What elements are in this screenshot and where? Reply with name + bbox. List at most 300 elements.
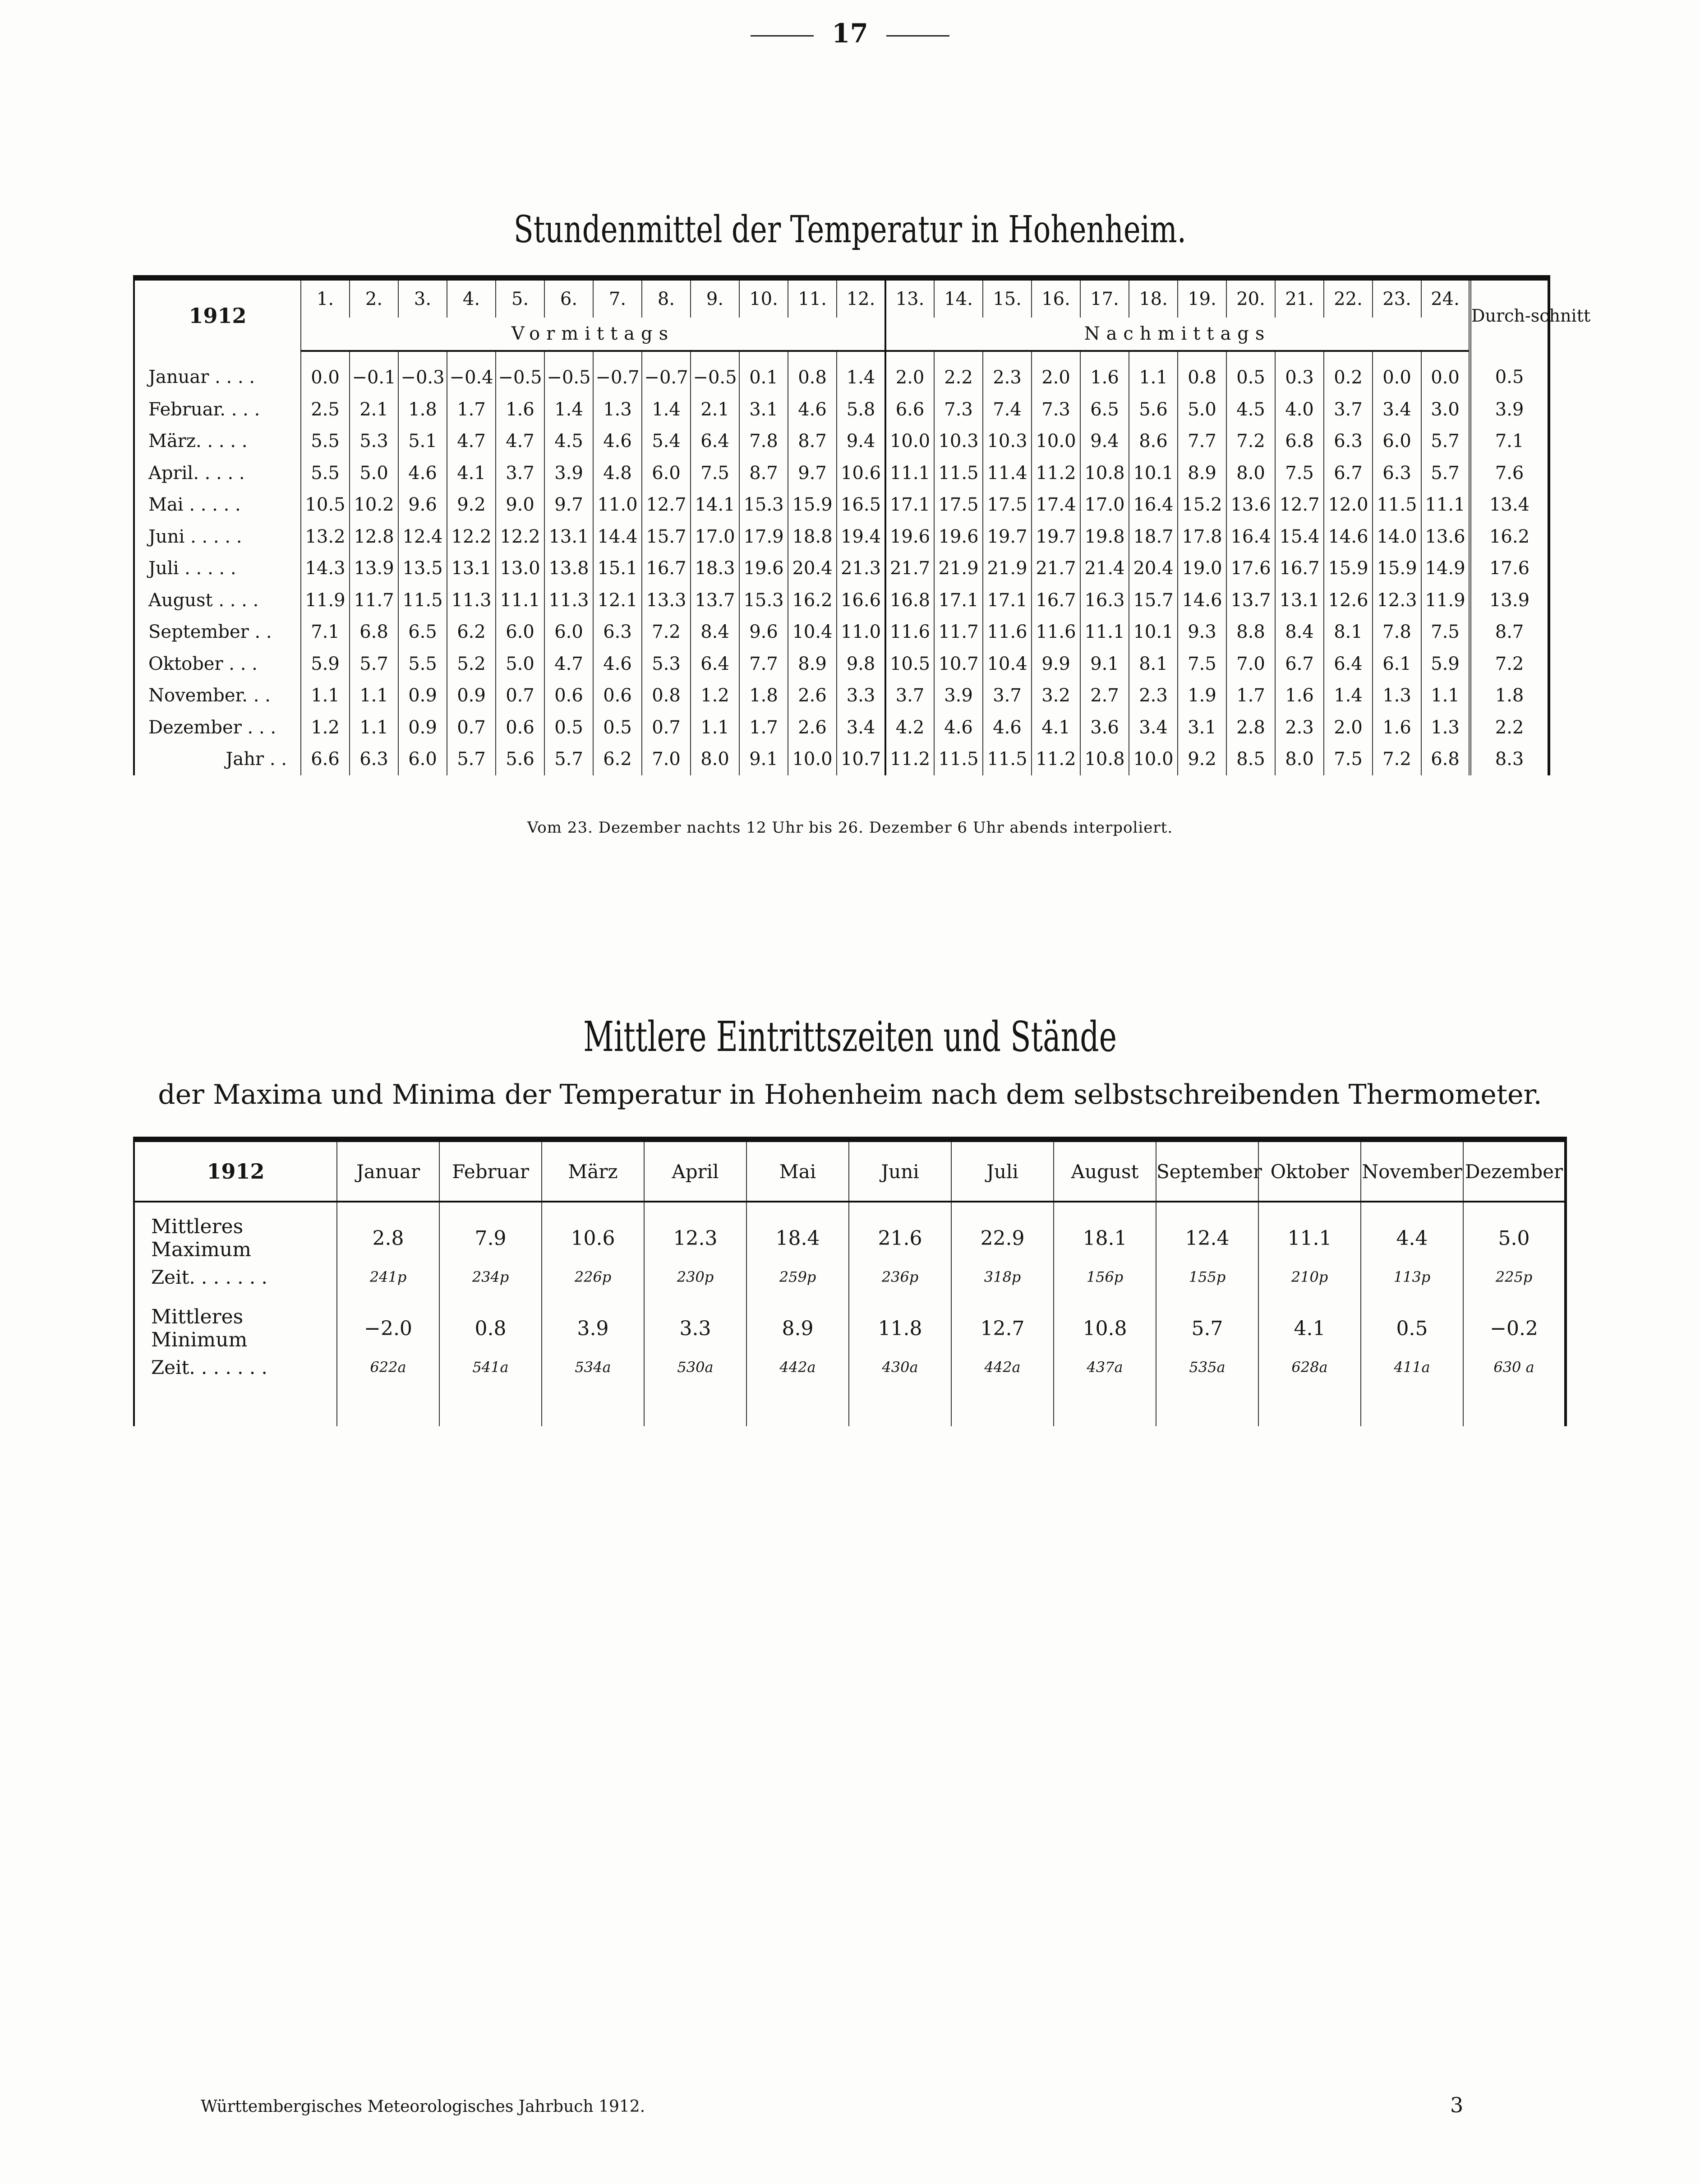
max-time: 230p: [644, 1261, 746, 1293]
hour-value: 6.4: [691, 425, 739, 457]
hour-value: 17.1: [885, 489, 934, 521]
max-value: 11.1: [1258, 1202, 1361, 1261]
average-value: 1.8: [1470, 680, 1549, 712]
hour-value: 2.0: [1324, 712, 1373, 744]
hour-value: 10.8: [1080, 457, 1129, 489]
hour-value: 6.0: [544, 616, 593, 648]
hour-value: 4.8: [593, 457, 642, 489]
hour-value: 19.8: [1080, 521, 1129, 553]
hour-value: 4.1: [1032, 712, 1080, 744]
hour-value: 16.7: [1032, 585, 1080, 617]
hour-value: 9.8: [837, 648, 885, 680]
hour-value: 4.7: [447, 425, 496, 457]
hour-value: 12.4: [398, 521, 447, 553]
hour-value: 2.0: [1032, 351, 1080, 394]
hour-header: 7.: [593, 278, 642, 318]
min-time: 622a: [337, 1351, 439, 1383]
table-row: [134, 1351, 1566, 1383]
month-label: Januar . . . .: [134, 351, 301, 394]
hour-header: 3.: [398, 278, 447, 318]
min-time: 530a: [644, 1351, 746, 1383]
hour-value: 4.6: [398, 457, 447, 489]
hour-value: 6.5: [1080, 394, 1129, 426]
hour-value: 19.6: [739, 553, 788, 585]
table-row: [134, 585, 1549, 617]
spacer-cell: [439, 1383, 542, 1426]
hour-value: 4.5: [1226, 394, 1275, 426]
table-row: [134, 351, 1549, 394]
month-header: November: [1361, 1139, 1463, 1202]
min-time: 534a: [542, 1351, 644, 1383]
hour-value: 5.0: [1178, 394, 1226, 426]
hour-value: 10.6: [837, 457, 885, 489]
month-label: Oktober . . .: [134, 648, 301, 680]
hour-value: 1.2: [301, 712, 350, 744]
table-row: [134, 712, 1549, 744]
hour-value: 6.1: [1373, 648, 1421, 680]
spacer-cell: [1463, 1383, 1566, 1426]
hour-value: 10.7: [837, 743, 885, 775]
hour-value: 0.0: [1373, 351, 1421, 394]
hour-value: 3.1: [1178, 712, 1226, 744]
hour-value: 8.1: [1129, 648, 1178, 680]
min-time: 541a: [439, 1351, 542, 1383]
min-value: 3.3: [644, 1293, 746, 1351]
spacer-cell: [951, 1383, 1054, 1426]
hour-value: 4.0: [1275, 394, 1324, 426]
min-value: 10.8: [1054, 1293, 1156, 1351]
hour-value: 4.2: [885, 712, 934, 744]
hour-value: 5.7: [1421, 457, 1470, 489]
month-label: September . .: [134, 616, 301, 648]
hour-value: 3.9: [544, 457, 593, 489]
hour-value: 11.1: [1421, 489, 1470, 521]
hour-value: 16.8: [885, 585, 934, 617]
hour-value: 2.8: [1226, 712, 1275, 744]
hour-value: 11.5: [1373, 489, 1421, 521]
hour-value: 2.3: [1129, 680, 1178, 712]
hour-header: 17.: [1080, 278, 1129, 318]
hour-header: 23.: [1373, 278, 1421, 318]
min-time: 628a: [1258, 1351, 1361, 1383]
max-value: 5.0: [1463, 1202, 1566, 1261]
hour-value: 1.4: [544, 394, 593, 426]
hour-value: 1.4: [1324, 680, 1373, 712]
hour-value: 7.3: [1032, 394, 1080, 426]
hour-value: 11.7: [350, 585, 398, 617]
row-label: Mittleres Maximum: [134, 1202, 337, 1261]
hour-value: 15.9: [1373, 553, 1421, 585]
hour-value: 5.3: [350, 425, 398, 457]
hour-value: 11.2: [1032, 457, 1080, 489]
page-number: [0, 18, 1700, 49]
hour-header: 8.: [642, 278, 691, 318]
hour-value: 10.0: [1129, 743, 1178, 775]
hour-value: 20.4: [788, 553, 837, 585]
sheet-number: 3: [1450, 2093, 1464, 2117]
hour-value: 7.7: [1178, 425, 1226, 457]
hour-value: 6.7: [1275, 648, 1324, 680]
hour-value: 2.7: [1080, 680, 1129, 712]
hour-value: 10.4: [983, 648, 1032, 680]
month-label: Juni . . . . .: [134, 521, 301, 553]
hour-value: 3.9: [934, 680, 983, 712]
min-time: 535a: [1156, 1351, 1258, 1383]
hour-value: 8.6: [1129, 425, 1178, 457]
max-time: 318p: [951, 1261, 1054, 1293]
hour-value: 6.3: [593, 616, 642, 648]
table-row: [134, 1202, 1566, 1261]
average-value: 13.9: [1470, 585, 1549, 617]
hour-value: 7.0: [1226, 648, 1275, 680]
hour-value: 20.4: [1129, 553, 1178, 585]
min-time: 442a: [746, 1351, 849, 1383]
hour-value: 15.9: [788, 489, 837, 521]
hour-value: 11.7: [934, 616, 983, 648]
min-value: 8.9: [746, 1293, 849, 1351]
left-rule: [751, 35, 814, 37]
page-number-text: 17: [832, 18, 868, 49]
hour-value: 6.0: [1373, 425, 1421, 457]
max-value: 2.8: [337, 1202, 439, 1261]
month-label: August . . . .: [134, 585, 301, 617]
hour-value: 11.0: [593, 489, 642, 521]
hour-value: 11.5: [934, 457, 983, 489]
hour-value: 17.0: [1080, 489, 1129, 521]
min-time: 442a: [951, 1351, 1054, 1383]
hour-value: 11.0: [837, 616, 885, 648]
hour-value: 17.1: [983, 585, 1032, 617]
hour-value: 3.4: [1129, 712, 1178, 744]
hour-value: 5.6: [496, 743, 544, 775]
hour-header: 11.: [788, 278, 837, 318]
hour-value: 12.0: [1324, 489, 1373, 521]
hour-value: 1.1: [350, 712, 398, 744]
average-value: 7.1: [1470, 425, 1549, 457]
interpolation-note: Vom 23. Dezember nachts 12 Uhr bis 26. Dezember 6 Uhr abends interpoliert.: [527, 819, 1173, 837]
hour-value: 7.7: [739, 648, 788, 680]
hour-value: 16.2: [788, 585, 837, 617]
hour-value: 10.0: [885, 425, 934, 457]
hour-value: 8.8: [1226, 616, 1275, 648]
max-time: 236p: [849, 1261, 951, 1293]
spacer-cell: [849, 1383, 951, 1426]
hour-value: 5.7: [350, 648, 398, 680]
hour-value: 5.5: [301, 425, 350, 457]
table1-title: Stundenmittel der Temperatur in Hohenheim.: [513, 208, 1187, 251]
hour-value: 15.7: [1129, 585, 1178, 617]
hour-value: 5.5: [301, 457, 350, 489]
hour-value: 0.5: [544, 712, 593, 744]
hour-value: 9.4: [837, 425, 885, 457]
hour-value: 6.4: [1324, 648, 1373, 680]
hour-value: −0.5: [496, 351, 544, 394]
average-value: 8.3: [1470, 743, 1549, 775]
max-time: 234p: [439, 1261, 542, 1293]
table-row: [134, 616, 1549, 648]
hour-value: 15.7: [642, 521, 691, 553]
hour-value: −0.3: [398, 351, 447, 394]
hour-value: 7.5: [1178, 648, 1226, 680]
hour-value: 8.0: [1226, 457, 1275, 489]
hour-value: 17.0: [691, 521, 739, 553]
hour-value: 3.1: [739, 394, 788, 426]
hour-value: 16.7: [1275, 553, 1324, 585]
hour-value: 5.8: [837, 394, 885, 426]
max-time: 210p: [1258, 1261, 1361, 1293]
spacer-cell: [644, 1383, 746, 1426]
hour-value: 11.2: [885, 743, 934, 775]
hour-value: 11.5: [983, 743, 1032, 775]
hour-value: 13.5: [398, 553, 447, 585]
min-time: 630 a: [1463, 1351, 1566, 1383]
spacer-cell: [1156, 1383, 1258, 1426]
hour-value: 10.0: [1032, 425, 1080, 457]
hour-header: 1.: [301, 278, 350, 318]
hour-value: 10.3: [983, 425, 1032, 457]
hour-value: 14.6: [1178, 585, 1226, 617]
hour-value: 15.1: [593, 553, 642, 585]
hour-header: 5.: [496, 278, 544, 318]
spacer-cell: [1054, 1383, 1156, 1426]
temperature-rows: [134, 351, 1549, 775]
hour-value: 11.3: [447, 585, 496, 617]
hour-value: 8.0: [1275, 743, 1324, 775]
hour-value: 18.3: [691, 553, 739, 585]
row-label: Zeit. . . . . . .: [134, 1351, 337, 1383]
table-row: [134, 425, 1549, 457]
hour-value: 11.6: [983, 616, 1032, 648]
month-header: Oktober: [1258, 1139, 1361, 1202]
min-value: 0.5: [1361, 1293, 1463, 1351]
hour-header: 15.: [983, 278, 1032, 318]
hour-value: 0.5: [1226, 351, 1275, 394]
hour-header: 20.: [1226, 278, 1275, 318]
hour-value: 7.5: [691, 457, 739, 489]
hour-value: 12.7: [1275, 489, 1324, 521]
max-value: 18.1: [1054, 1202, 1156, 1261]
hour-value: 1.1: [350, 680, 398, 712]
hour-value: 0.9: [447, 680, 496, 712]
min-value: 12.7: [951, 1293, 1054, 1351]
hour-value: 7.8: [739, 425, 788, 457]
hour-value: 13.9: [350, 553, 398, 585]
hour-value: 4.6: [788, 394, 837, 426]
hour-header: 19.: [1178, 278, 1226, 318]
max-time: 156p: [1054, 1261, 1156, 1293]
hour-value: 13.7: [1226, 585, 1275, 617]
hour-value: 12.2: [496, 521, 544, 553]
average-value: 7.6: [1470, 457, 1549, 489]
month-header: Mai: [746, 1139, 849, 1202]
table-row: [134, 521, 1549, 553]
hour-value: 14.9: [1421, 553, 1470, 585]
hour-value: 7.2: [1226, 425, 1275, 457]
spacer-cell: [1258, 1383, 1361, 1426]
spacer-cell: [134, 1383, 337, 1426]
hour-value: 8.5: [1226, 743, 1275, 775]
hour-value: 6.8: [1275, 425, 1324, 457]
hour-value: 19.7: [1032, 521, 1080, 553]
hour-value: 0.5: [593, 712, 642, 744]
hour-header: 6.: [544, 278, 593, 318]
hour-value: 19.6: [885, 521, 934, 553]
hour-header: 10.: [739, 278, 788, 318]
hour-value: 17.4: [1032, 489, 1080, 521]
hour-value: 21.9: [934, 553, 983, 585]
hour-value: 17.5: [983, 489, 1032, 521]
spacer-cell: [337, 1383, 439, 1426]
hour-value: 3.7: [885, 680, 934, 712]
spacer-cell: [746, 1383, 849, 1426]
hour-value: 1.3: [1421, 712, 1470, 744]
month-header: Juli: [951, 1139, 1054, 1202]
hour-value: 7.4: [983, 394, 1032, 426]
hour-value: 1.6: [1080, 351, 1129, 394]
hour-value: 0.9: [398, 712, 447, 744]
hour-value: 4.1: [447, 457, 496, 489]
hour-value: 14.0: [1373, 521, 1421, 553]
hour-value: 9.7: [788, 457, 837, 489]
hour-value: 16.4: [1129, 489, 1178, 521]
max-time: 155p: [1156, 1261, 1258, 1293]
month-label: Februar. . . .: [134, 394, 301, 426]
hour-value: 19.7: [983, 521, 1032, 553]
hour-value: 1.1: [301, 680, 350, 712]
month-header: April: [644, 1139, 746, 1202]
hour-value: 8.7: [739, 457, 788, 489]
hour-value: 6.7: [1324, 457, 1373, 489]
hour-value: 10.5: [301, 489, 350, 521]
table-row: [134, 1293, 1566, 1351]
hour-value: 1.6: [1373, 712, 1421, 744]
hour-value: −0.5: [544, 351, 593, 394]
hour-value: 1.1: [1421, 680, 1470, 712]
hour-value: 9.6: [398, 489, 447, 521]
hour-value: 14.6: [1324, 521, 1373, 553]
hour-value: 9.2: [447, 489, 496, 521]
hour-header: 9.: [691, 278, 739, 318]
hour-value: 6.2: [593, 743, 642, 775]
hour-value: 7.5: [1421, 616, 1470, 648]
hour-value: 9.1: [1080, 648, 1129, 680]
table-row: [134, 489, 1549, 521]
hour-value: 21.7: [885, 553, 934, 585]
month-label: November. . .: [134, 680, 301, 712]
hour-value: 0.0: [1421, 351, 1470, 394]
hour-header: 13.: [885, 278, 934, 318]
hour-value: 0.2: [1324, 351, 1373, 394]
hour-value: 3.7: [496, 457, 544, 489]
hour-value: 15.3: [739, 585, 788, 617]
month-header: August: [1054, 1139, 1156, 1202]
min-time: 437a: [1054, 1351, 1156, 1383]
hour-value: 7.2: [642, 616, 691, 648]
average-value: 2.2: [1470, 712, 1549, 744]
min-value: 4.1: [1258, 1293, 1361, 1351]
table-row: [134, 553, 1549, 585]
hour-value: 4.6: [983, 712, 1032, 744]
spacer-row: [134, 1383, 1566, 1426]
hour-value: 5.1: [398, 425, 447, 457]
hour-value: 14.4: [593, 521, 642, 553]
hour-value: 21.3: [837, 553, 885, 585]
hour-value: 5.3: [642, 648, 691, 680]
hour-value: 1.2: [691, 680, 739, 712]
hour-value: 13.0: [496, 553, 544, 585]
month-header: Januar: [337, 1139, 439, 1202]
hour-value: 4.6: [593, 425, 642, 457]
hour-value: 16.5: [837, 489, 885, 521]
hour-header: 12.: [837, 278, 885, 318]
hour-header: 2.: [350, 278, 398, 318]
average-value: 8.7: [1470, 616, 1549, 648]
hour-value: 9.6: [739, 616, 788, 648]
hour-value: 7.5: [1324, 743, 1373, 775]
hour-value: 15.9: [1324, 553, 1373, 585]
max-value: 12.4: [1156, 1202, 1258, 1261]
hour-value: 17.6: [1226, 553, 1275, 585]
month-header: Februar: [439, 1139, 542, 1202]
hour-value: 2.5: [301, 394, 350, 426]
hour-value: 0.6: [593, 680, 642, 712]
hour-value: 8.9: [788, 648, 837, 680]
spacer-cell: [542, 1383, 644, 1426]
hour-value: 8.7: [788, 425, 837, 457]
hour-value: 17.9: [739, 521, 788, 553]
hour-value: 6.0: [398, 743, 447, 775]
max-time: 225p: [1463, 1261, 1566, 1293]
hour-value: 10.7: [934, 648, 983, 680]
hour-value: 19.6: [934, 521, 983, 553]
hour-value: 18.8: [788, 521, 837, 553]
hour-value: 7.5: [1275, 457, 1324, 489]
hour-value: 3.6: [1080, 712, 1129, 744]
max-time: 259p: [746, 1261, 849, 1293]
hour-value: −0.7: [593, 351, 642, 394]
hour-value: 12.2: [447, 521, 496, 553]
hour-value: 11.6: [1032, 616, 1080, 648]
hour-value: 8.9: [1178, 457, 1226, 489]
hour-value: 3.3: [837, 680, 885, 712]
max-value: 21.6: [849, 1202, 951, 1261]
hour-value: 12.8: [350, 521, 398, 553]
min-value: 11.8: [849, 1293, 951, 1351]
hour-value: 1.7: [447, 394, 496, 426]
hour-value: 5.7: [1421, 425, 1470, 457]
month-header-row: [134, 1139, 1566, 1202]
hour-value: 0.8: [1178, 351, 1226, 394]
hour-value: 2.6: [788, 680, 837, 712]
period-header-row: [134, 318, 1549, 351]
month-header: Dezember: [1463, 1139, 1566, 1202]
hour-value: 17.1: [934, 585, 983, 617]
max-value: 7.9: [439, 1202, 542, 1261]
hour-value: 1.8: [398, 394, 447, 426]
hour-value: 11.1: [885, 457, 934, 489]
hour-value: 12.3: [1373, 585, 1421, 617]
hour-value: −0.5: [691, 351, 739, 394]
month-header: Juni: [849, 1139, 951, 1202]
min-value: −0.2: [1463, 1293, 1566, 1351]
hour-value: 3.7: [983, 680, 1032, 712]
hour-value: 1.3: [593, 394, 642, 426]
hour-value: 0.9: [398, 680, 447, 712]
max-value: 10.6: [542, 1202, 644, 1261]
hour-value: 16.7: [642, 553, 691, 585]
minmax-table: [133, 1137, 1567, 1426]
hour-value: 5.2: [447, 648, 496, 680]
